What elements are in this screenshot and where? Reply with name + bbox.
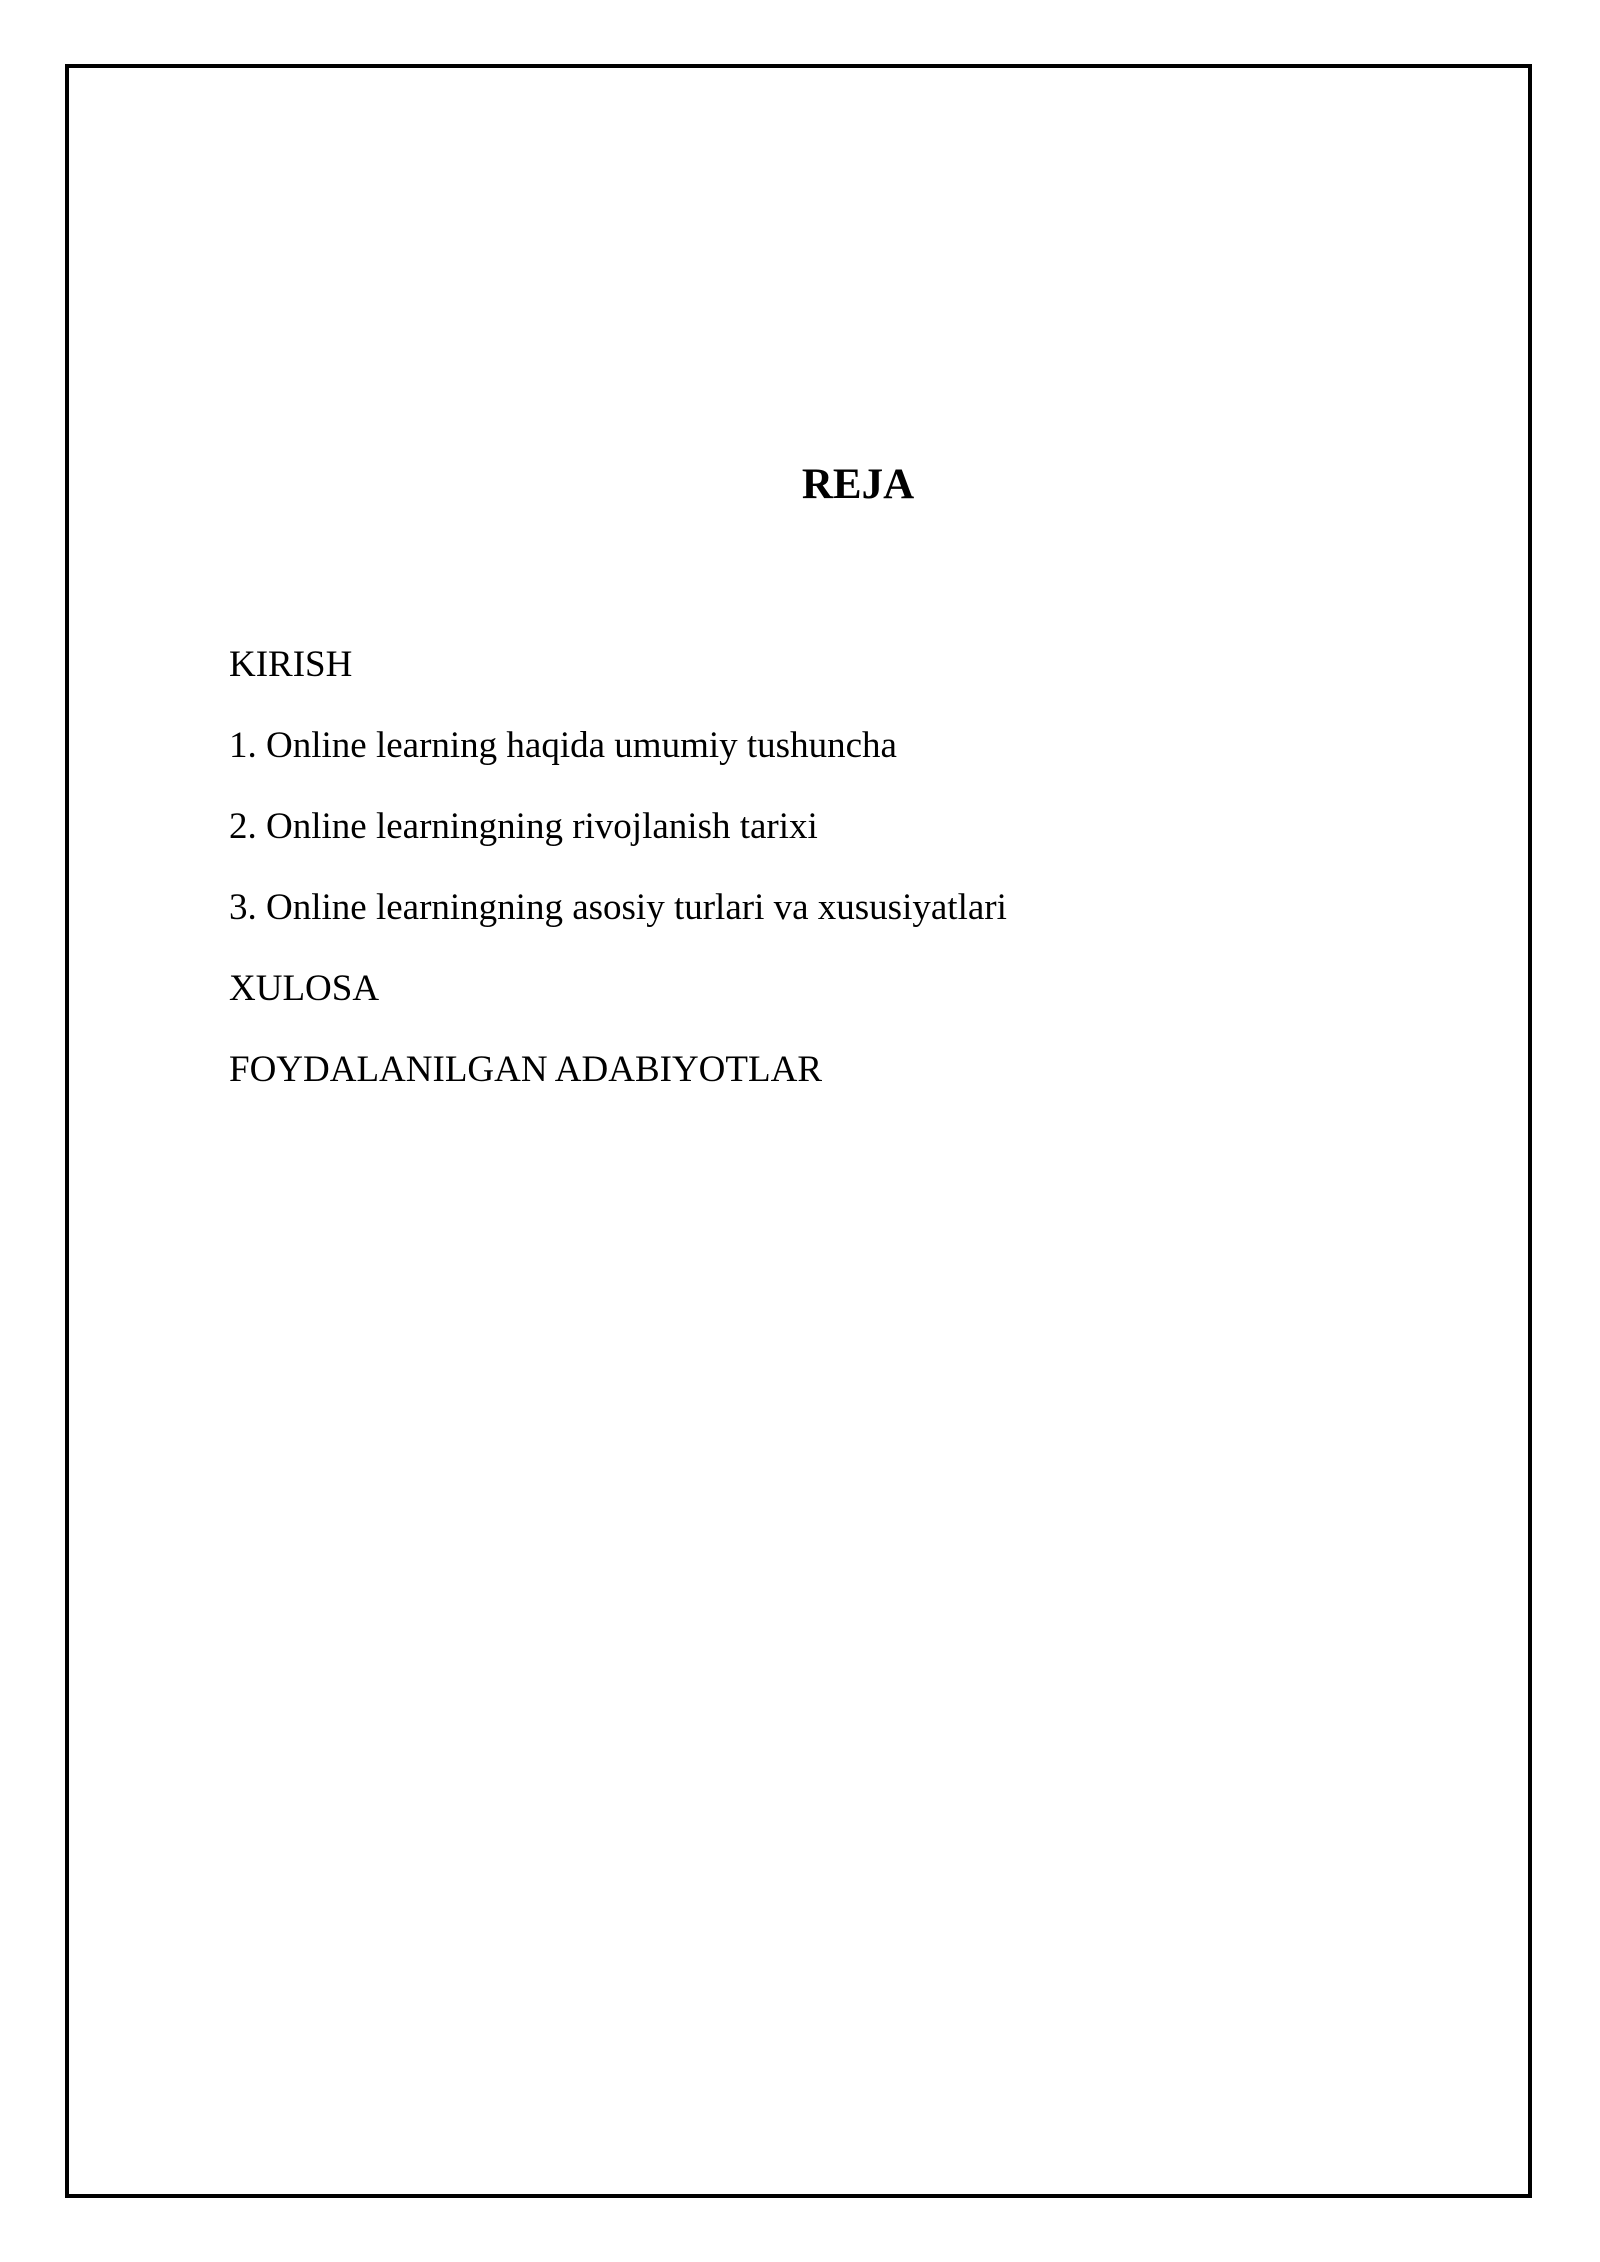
table-of-contents	[229, 640, 1007, 1126]
toc-item-2: 2. Online learningning rivojlanish tarixi	[229, 806, 818, 847]
toc-item-xulosa: XULOSA	[229, 968, 380, 1009]
toc-item-kirish: KIRISH	[229, 644, 353, 685]
toc-item-1: 1. Online learning haqida umumiy tushuncha	[229, 725, 897, 766]
page-title: REJA	[801, 461, 915, 508]
toc-item-3: 3. Online learningning asosiy turlari va xususiyatlari	[229, 887, 1007, 928]
toc-item-adabiyotlar: FOYDALANILGAN ADABIYOTLAR	[229, 1049, 822, 1090]
page-border	[65, 64, 1532, 2198]
